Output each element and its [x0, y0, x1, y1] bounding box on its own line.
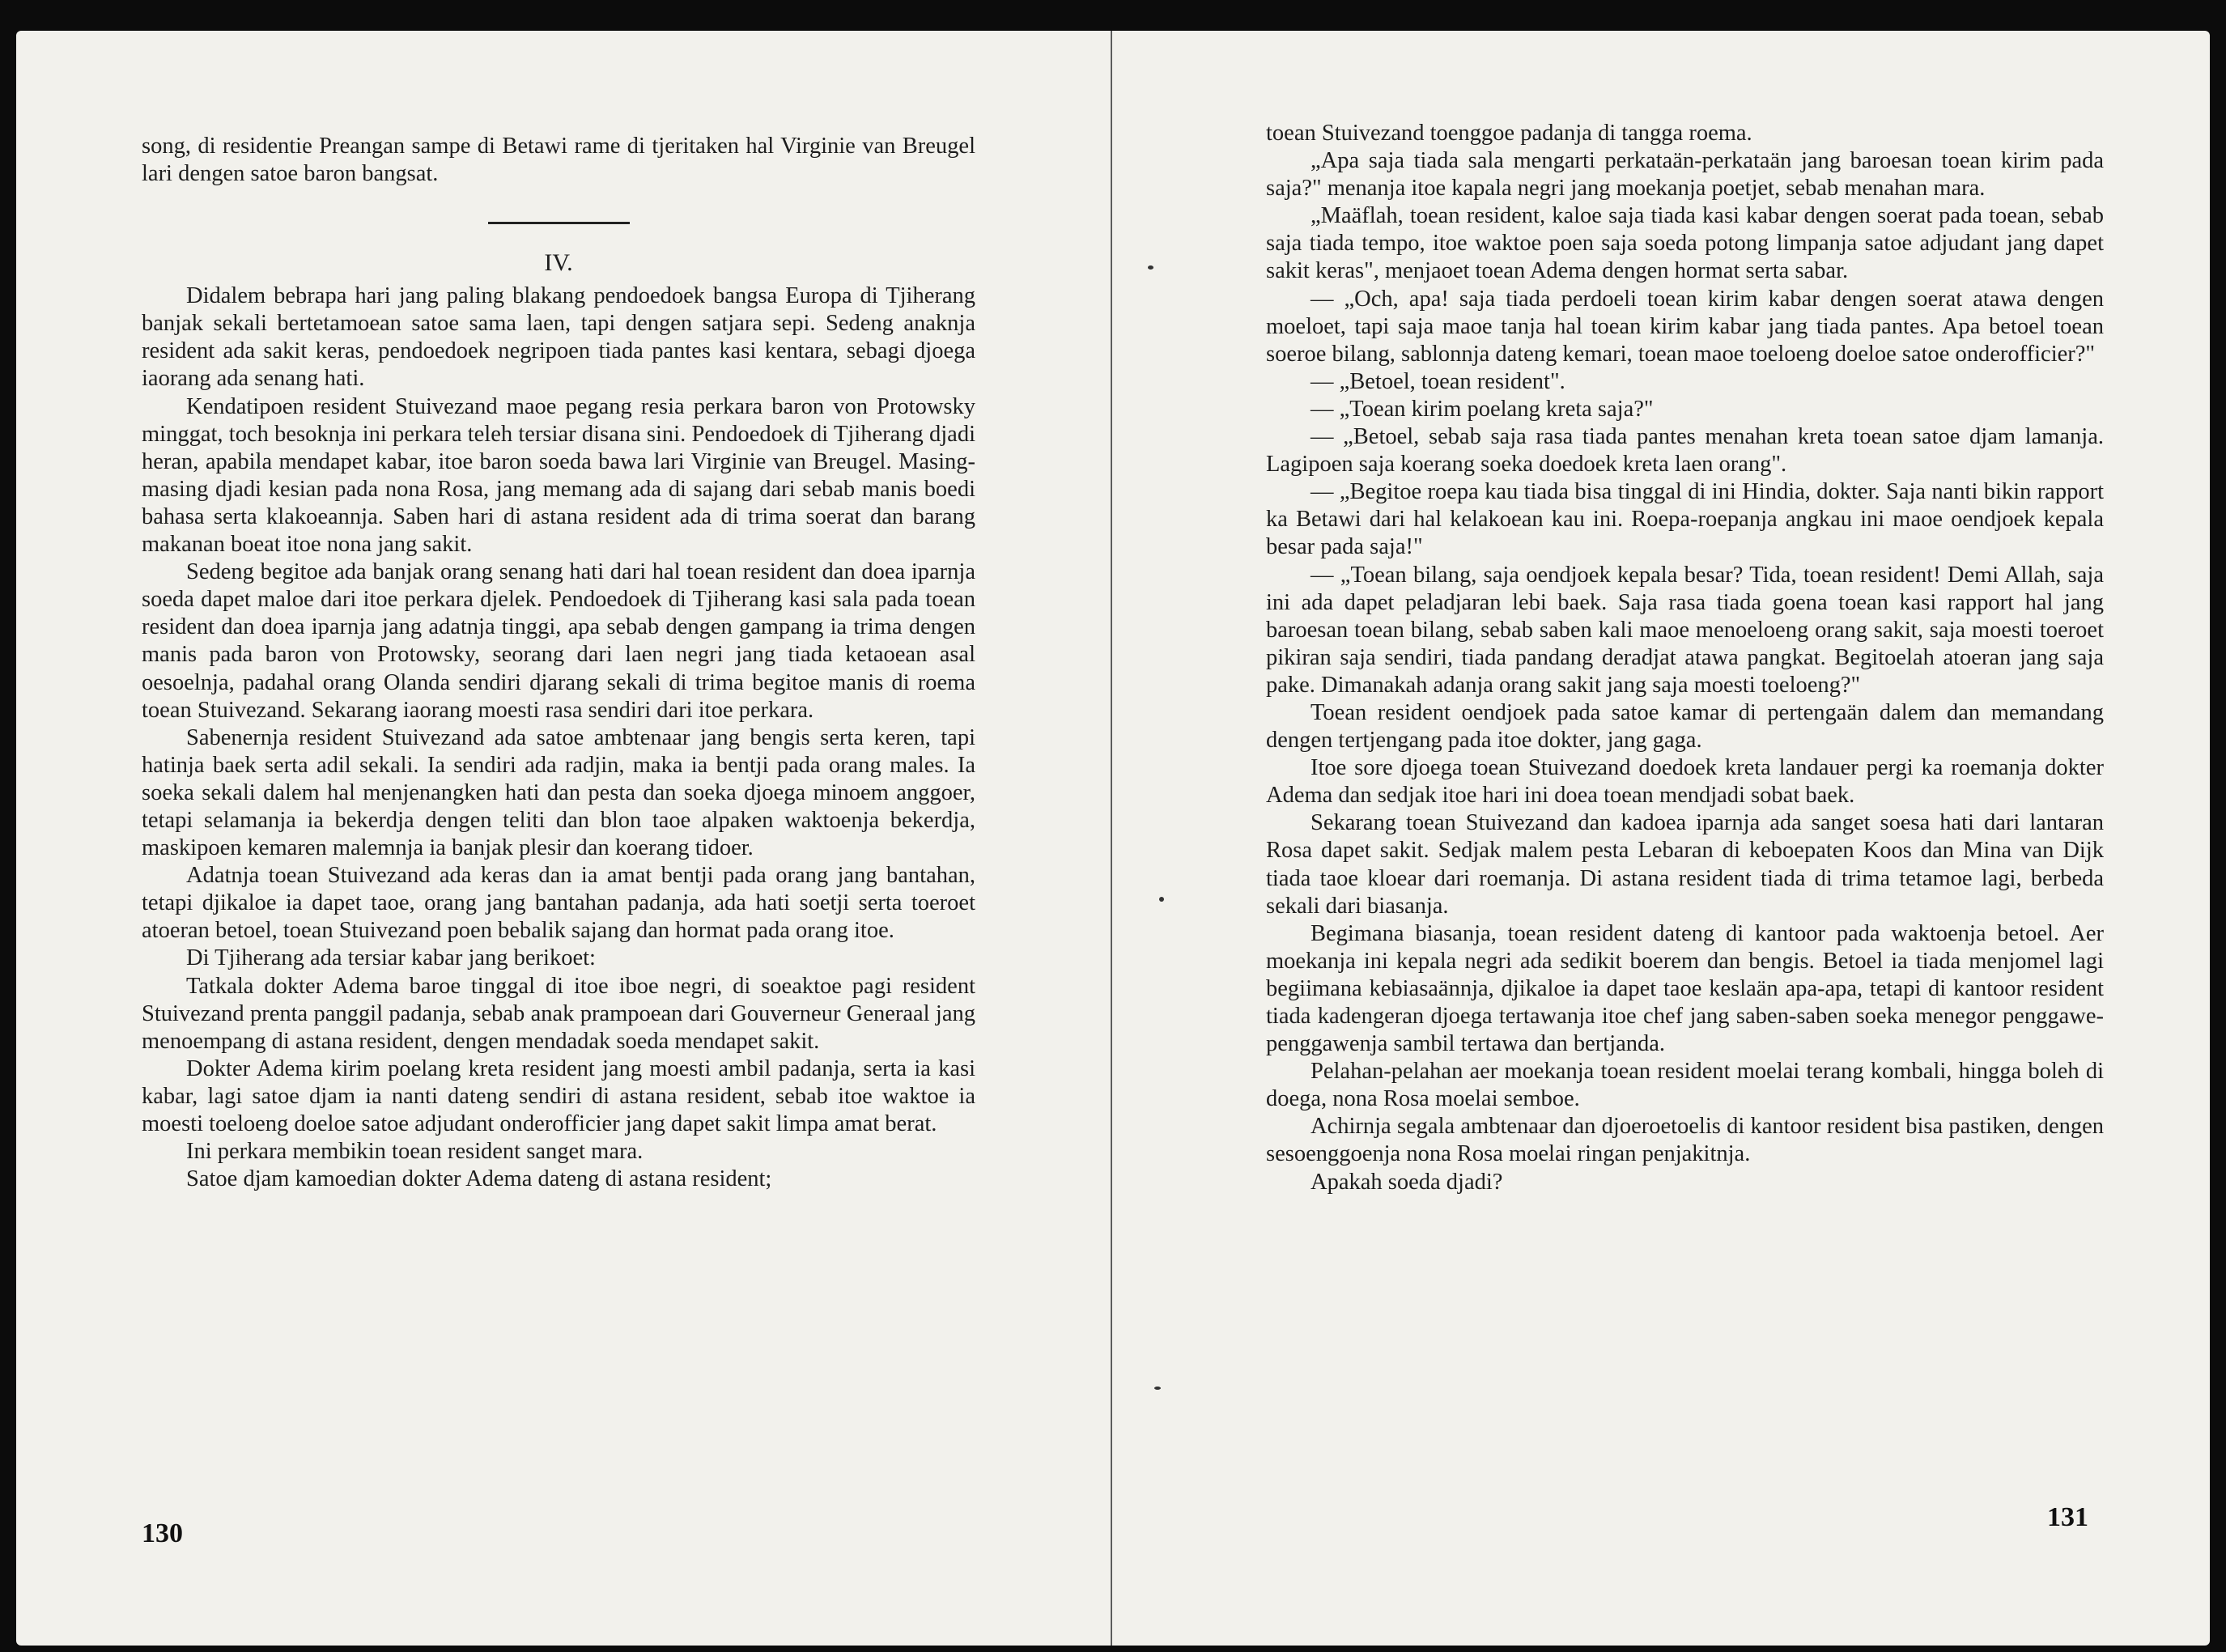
paragraph: Itoe sore djoega toean Stuivezand doedoek kreta landauer pergi ka roemanja dokter Adema dan sedjak itoe hari ini doea toean mendjadi sobat baek. — [1266, 755, 2104, 809]
paragraph: Sabenernja resident Stuivezand ada satoe ambtenaar jang bengis serta keren, tapi hatinja baek serta adil sekali. Ia sendiri ada radjin, maka ia bentji pada orang males. Ia soeka sekali dalem hal menjenangken hati dan pesta dan soeka djoega minoem anggoer, tetapi selamanja ia bekerdja dengen teliti dan blon taoe alpaken waktoenja bekerdja, maskipoen kemaren malemnja ia banjak plesir dan koerang tidoer. — [142, 724, 975, 861]
paragraph: Achirnja segala ambtenaar dan djoeroetoelis di kantoor resident bisa pastiken, dengen sesoenggoenja nona Rosa moelai ringan penjakitnja. — [1266, 1114, 2104, 1167]
paragraph: Sekarang toean Stuivezand dan kadoea iparnja ada sanget soesa hati dari lantaran Rosa dapet sakit. Sedjak malem pesta Lebaran di keboepaten Koos dan Mina van Dijk tiada taoe kloear dari roemanja. Di astana resident tiada di trima tetamoe lagi, berbeda sekali dari biasanja. — [1266, 810, 2104, 919]
paragraph: Apakah soeda djadi? — [1311, 1169, 1503, 1195]
paragraph: Dokter Adema kirim poelang kreta resident jang moesti ambil padanja, serta ia kasi kabar, lagi satoe djam ia nanti dateng sendiri di astana resident, sebab itoe waktoe ia moesti toeloeng doeloe satoe adjudant onderofficier jang dapet sakit limpa amat berat. — [142, 1055, 975, 1136]
paragraph: — „Betoel, toean resident". — [1311, 368, 1565, 394]
paragraph: Didalem bebrapa hari jang paling blakang pendoedoek bangsa Europa di Tjiherang banjak sekali bertetamoean satoe sama laen, tapi dengen satjara sepi. Sedeng anaknja resident ada sakit keras, pendoedoek negripoen tiada pantes kasi kentara, sebagi djoega iaorang ada senang hati. — [142, 283, 975, 392]
paragraph: Toean resident oendjoek pada satoe kamar di pertengaän dalem dan memandang dengen tertjengang pada itoe dokter, jang gaga. — [1266, 699, 2104, 754]
paragraph: Begimana biasanja, toean resident dateng di kantoor pada waktoenja betoel. Aer moekanja ini kepala negri ada sedikit boerem dan bengis. Betoel ia tiada menjomel lagi begiimana kebiasaännja, djikaloe ia dapet taoe keslaän apa-apa, tetapi di kantoor resident tiada kadengeran djoega tertawanja itoe chef jang saben-saben soeka menegor penggawe-penggawenja sambil tertawa dan bertjanda. — [1266, 920, 2104, 1057]
paragraph: Pelahan-pelahan aer moekanja toean resident moelai terang kombali, hingga boleh di doega, nona Rosa moelai semboe. — [1266, 1059, 2104, 1112]
intro-paragraph: song, di residentie Preangan sampe di Betawi rame di tjeritaken hal Virginie van Breugel lari dengen satoe baron bangsat. — [142, 134, 975, 187]
paragraph: — „Toean kirim poelang kreta saja?" — [1311, 396, 1654, 422]
page-number-left: 130 — [142, 1518, 183, 1548]
section-divider — [488, 222, 630, 224]
paragraph: „Maäflah, toean resident, kaloe saja tiada kasi kabar dengen soerat pada toean, sebab saja tiada tempo, itoe waktoe poen saja soeda potong limpanja satoe adjudant jang dapet sakit keras", menjaoet toean Adema dengen hormat serta sabar. — [1266, 203, 2104, 284]
page-number-right: 131 — [2047, 1502, 2088, 1532]
paragraph: Satoe djam kamoedian dokter Adema dateng di astana resident; — [186, 1166, 772, 1192]
paragraph: Tatkala dokter Adema baroe tinggal di itoe iboe negri, di soeaktoe pagi resident Stuivezand prenta panggil padanja, sebab anak prampoean dari Gouverneur Generaal jang menoempang di astana resident, dengen mendadak soeda mendapet sakit. — [142, 973, 975, 1054]
paragraph: toean Stuivezand toenggoe padanja di tangga roema. — [1266, 121, 1752, 146]
ink-speck — [1159, 897, 1164, 902]
ink-speck — [1154, 1387, 1161, 1390]
left-page-text — [142, 133, 975, 1193]
paragraph: — „Och, apa! saja tiada perdoeli toean kirim kabar dengen soerat atawa dengen moeloet, tapi saja maoe tanja hal toean kirim kabar jang tiada pantes. Apa betoel toean soeroe bilang, sablonnja dateng kemari, toean maoe toeloeng doeloe satoe onderofficier?" — [1266, 286, 2104, 367]
paragraph: Kendatipoen resident Stuivezand maoe pegang resia perkara baron von Protowsky minggat, toch besoknja ini perkara teleh tersiar disana sini. Pendoedoek di Tjiherang djadi heran, apabila mendapet kabar, itoe baron soeda bawa lari Virginie van Breugel. Masing-masing djadi kesian pada nona Rosa, jang memang ada di sajang dari sebab manis boedi bahasa serta klakoeannja. Saben hari di astana resident ada di trima soerat dan barang makanan boeat itoe nona jang sakit. — [142, 393, 975, 558]
right-page — [1112, 31, 2210, 1646]
paragraph: — „Betoel, sebab saja rasa tiada pantes menahan kreta toean satoe djam lamanja. Lagipoen saja koerang soeka doedoek kreta laen orang". — [1266, 424, 2104, 478]
paragraph: Adatnja toean Stuivezand ada keras dan ia amat bentji pada orang jang bantahan, tetapi djikaloe ia dapet taoe, orang jang bantahan padanja, ada hati soetji serta toeroet atoeran betoel, toean Stuivezand poen bebalik sajang dan hormat pada orang itoe. — [142, 863, 975, 944]
paragraph: Di Tjiherang ada tersiar kabar jang berikoet: — [186, 945, 596, 971]
paragraph: „Apa saja tiada sala mengarti perkataän-perkataän jang baroesan toean kirim pada saja?" menanja itoe kapala negri jang moekanja poetjet, sebab menahan mara. — [1266, 148, 2104, 202]
paragraph: — „Begitoe roepa kau tiada bisa tinggal di ini Hindia, dokter. Saja nanti bikin rapport ka Betawi dari hal kelakoean kau ini. Roepa-roepanja angkau ini maoe oendjoek kepala besar pada saja!" — [1266, 479, 2104, 560]
chapter-heading: IV. — [544, 249, 573, 277]
paragraph: — „Toean bilang, saja oendjoek kepala besar? Tida, toean resident! Demi Allah, saja ini ada dapet peladjaran lebi baek. Saja rasa tiada goena toean kasi rapport hal jang baroesan toean bilang, sebab saben kali maoe menoeloeng orang sakit, saja moesti toeroet pikiran saja sendiri, tiada pandang deradjat atawa pangkat. Begitoelah atoeran jang saja pake. Dimanakah adanja orang sakit jang saja moesti toeloeng?" — [1266, 562, 2104, 698]
right-page-text — [1266, 120, 2104, 1196]
paragraph: Ini perkara membikin toean resident sanget mara. — [186, 1139, 644, 1165]
left-page — [16, 31, 1115, 1646]
ink-speck — [1148, 265, 1153, 270]
paragraph: Sedeng begitoe ada banjak orang senang hati dari hal toean resident dan doea iparnja soeda dapet maloe dari itoe perkara djelek. Pendoedoek di Tjiherang kasi sala pada toean resident dan doea iparnja jang adatnja tinggi, apa sebab dengen gampang ia trima dengen manis pada baron von Protowsky, seorang dari laen negri jang tiada ketaoean asal oesoelnja, padahal orang Olanda sendiri djarang sekali di trima begitoe manis di roema toean Stuivezand. Sekarang iaorang moesti rasa sendiri dari itoe perkara. — [142, 559, 975, 723]
